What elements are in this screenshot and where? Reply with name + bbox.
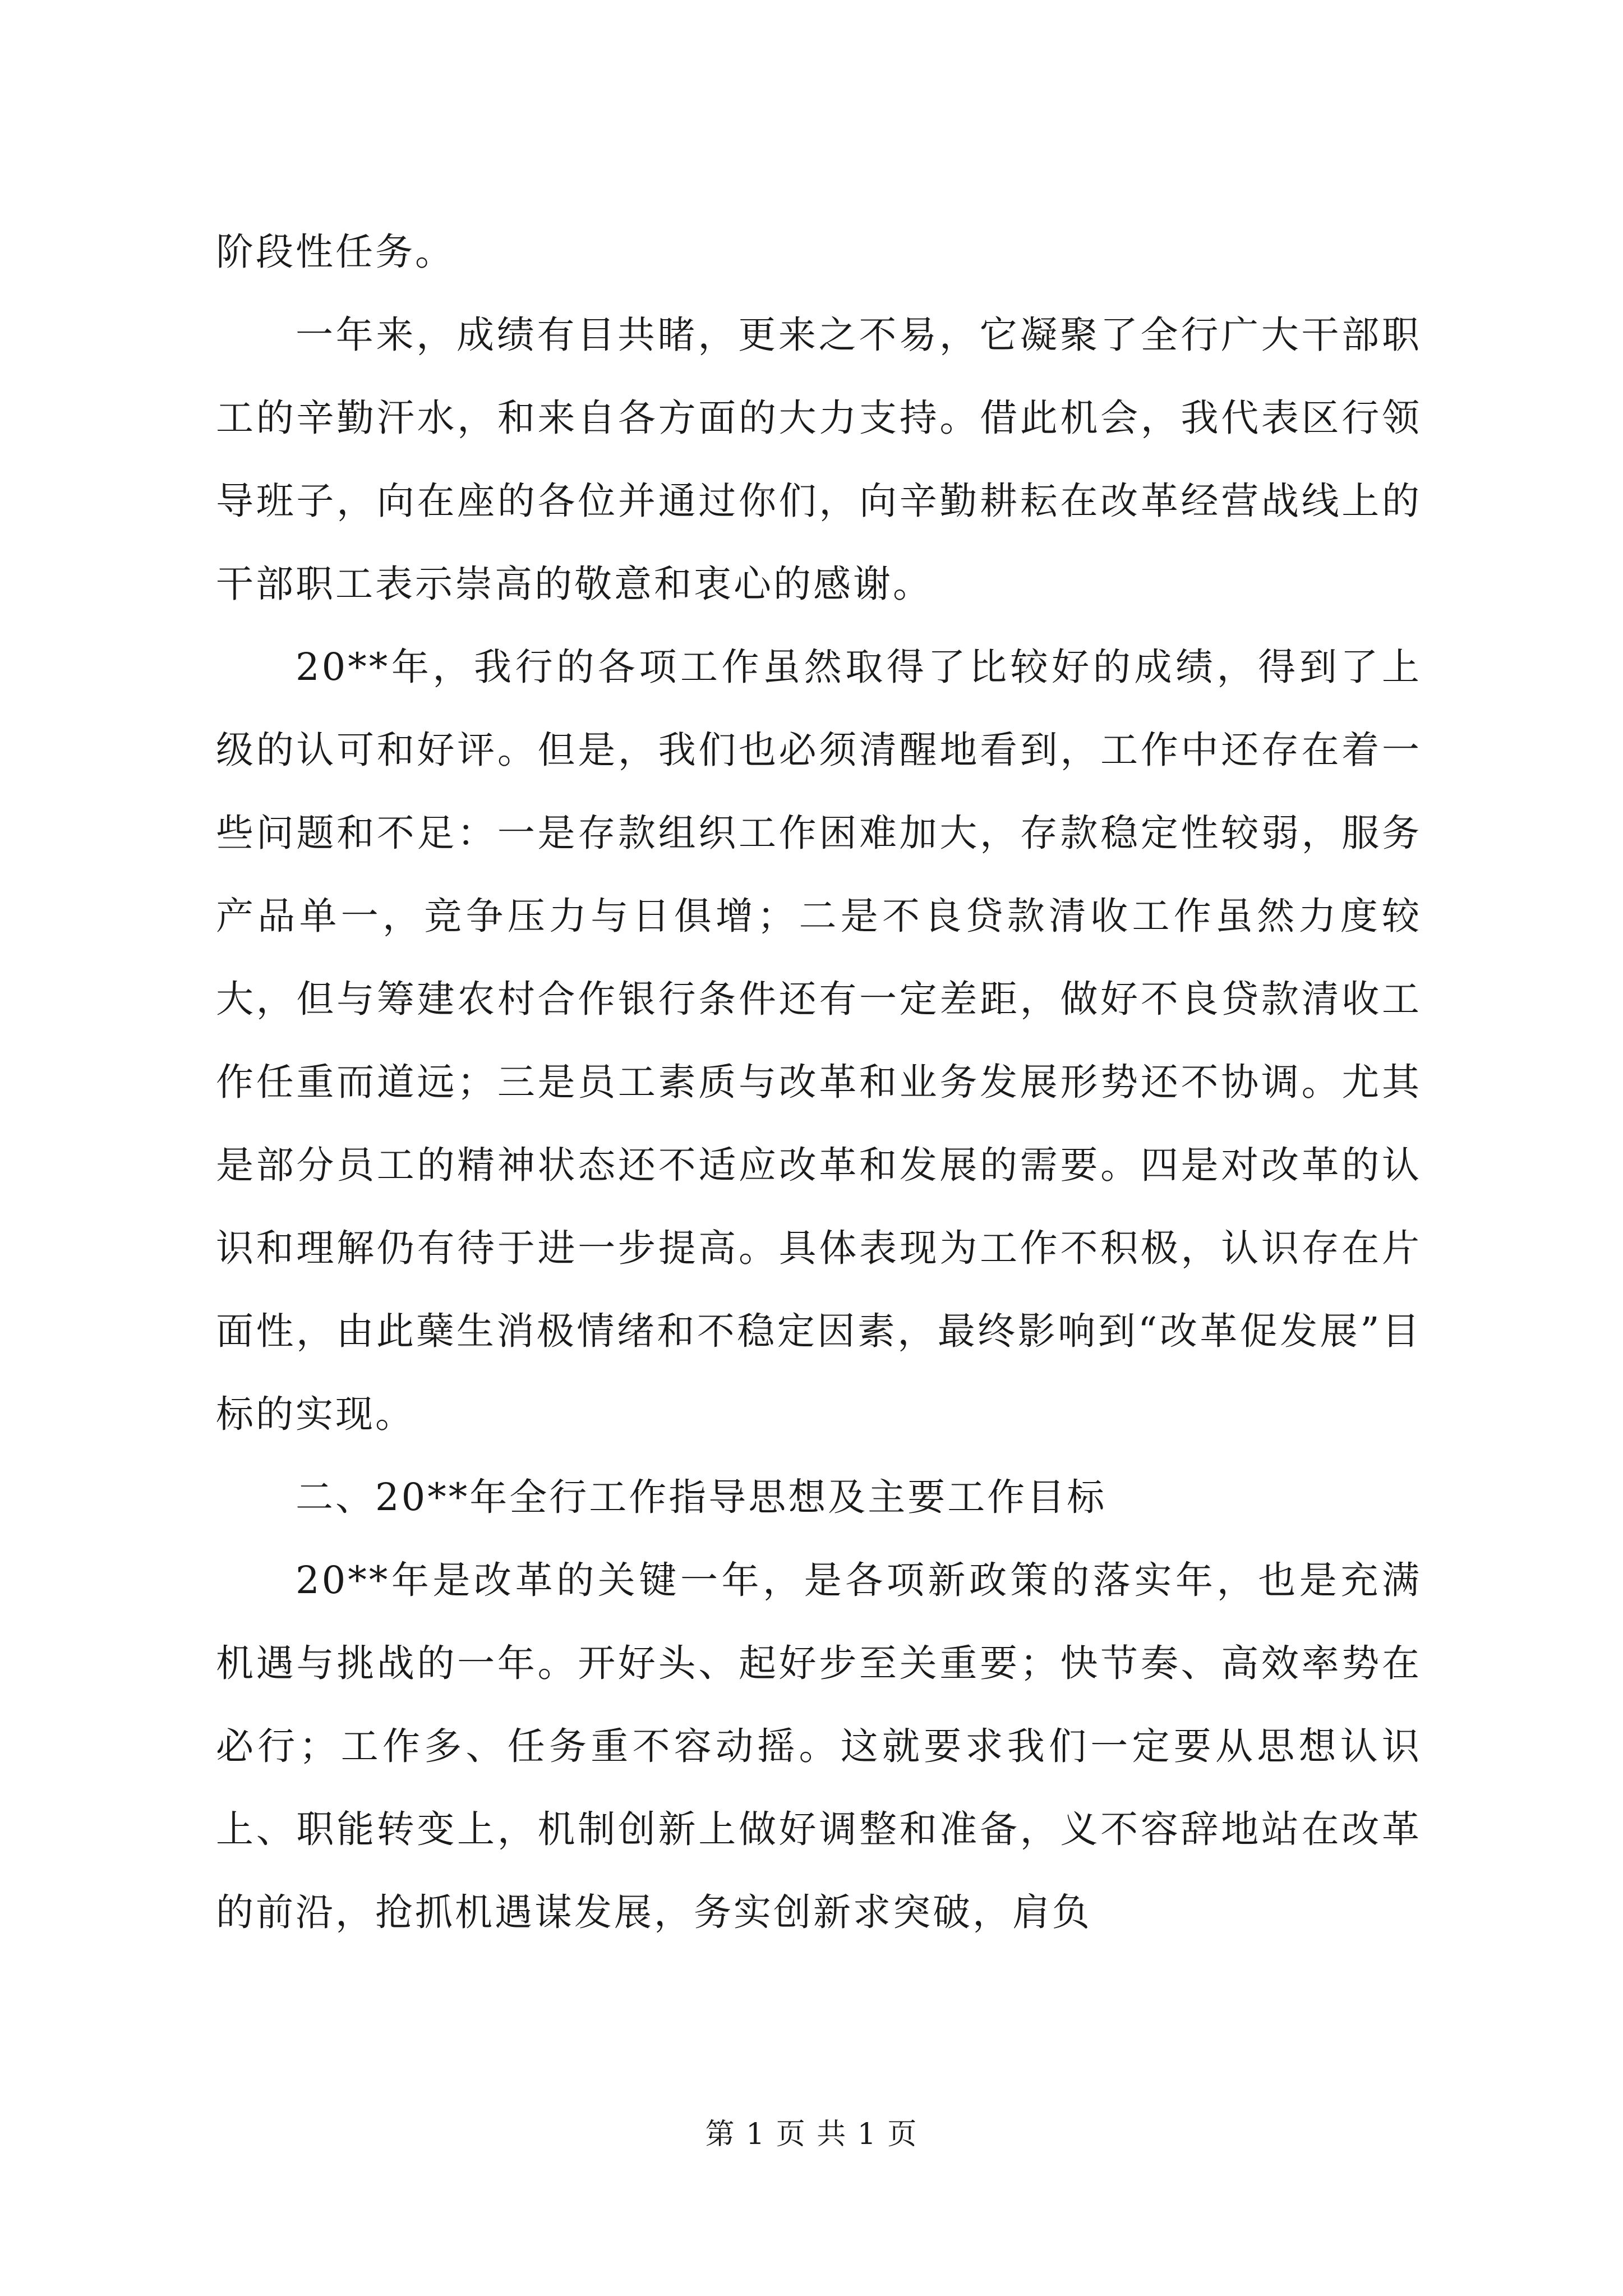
paragraph-3: 20**年，我行的各项工作虽然取得了比较好的成绩，得到了上级的认可和好评。但是，我们也必须清醒地看到，工作中还存在着一些问题和不足：一是存款组织工作困难加大，存款稳定性较弱，服务产品单一，竞争压力与日俱增；二是不良贷款清收工作虽然力度较大，但与筹建农村合作银行条件还有一定差距，做好不良贷款清收工作任重而道远；三是员工素质与改革和业务发展形势还不协调。尤其是部分员工的精神状态还不适应改革和发展的需要。四是对改革的认识和理解仍有待于进一步提高。具体表现为工作不积极，认识存在片面性，由此蘖生消极情绪和不稳定因素，最终影响到“改革促发展”目标的实现。 [216, 645, 1422, 1436]
paragraph-2: 一年来，成绩有目共睹，更来之不易，它凝聚了全行广大干部职工的辛勤汗水，和来自各方面的大力支持。借此机会，我代表区行领导班子，向在座的各位并通过你们，向辛勤耕耘在改革经营战线上的干部职工表示崇高的敬意和衷心的感谢。 [216, 313, 1422, 606]
page-footer [0, 2115, 1623, 2154]
paragraph-1: 阶段性任务。 [216, 230, 455, 274]
document-body [216, 210, 1422, 1954]
page-number: 第 1 页 共 1 页 [705, 2118, 918, 2151]
section-heading: 二、20**年全行工作指导思想及主要工作目标 [296, 1475, 1107, 1519]
paragraph-5: 20**年是改革的关键一年，是各项新政策的落实年，也是充满机遇与挑战的一年。开好头、起好步至关重要；快节奏、高效率势在必行；工作多、任务重不容动摇。这就要求我们一定要从思想认识上、职能转变上，机制创新上做好调整和准备，义不容辞地站在改革的前沿，抢抓机遇谋发展，务实创新求突破，肩负 [216, 1558, 1422, 1934]
